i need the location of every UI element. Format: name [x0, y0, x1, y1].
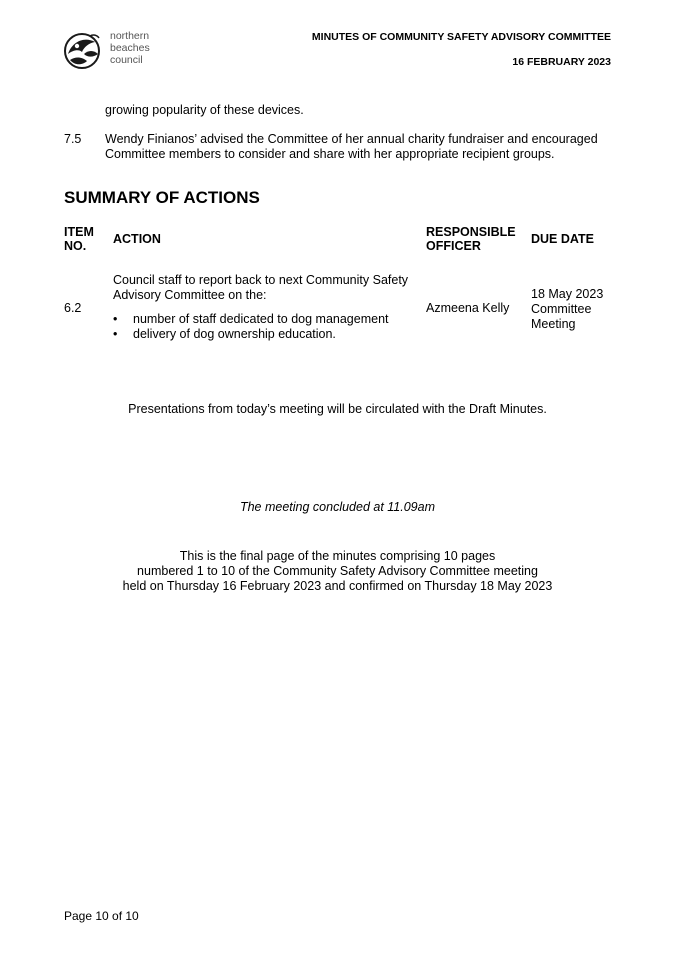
- item-number: 7.5: [64, 132, 82, 146]
- page-number: Page 10 of 10: [64, 909, 139, 923]
- council-logo: [62, 30, 102, 72]
- logo-line: beaches: [110, 42, 150, 54]
- statement-line: held on Thursday 16 February 2023 and confirmed on Thursday 18 May 2023: [122, 579, 553, 593]
- row-due-date: [531, 287, 603, 332]
- column-header-due-date: DUE DATE: [531, 232, 594, 246]
- bullet-item: • number of staff dedicated to dog management: [113, 312, 413, 327]
- logo-line: council: [110, 54, 143, 66]
- header-line: ITEM: [64, 225, 94, 239]
- logo-line: northern: [110, 30, 150, 42]
- row-responsible-officer: Azmeena Kelly: [426, 301, 510, 315]
- column-header-item-no: [64, 225, 94, 253]
- item-text: Wendy Finianos’ advised the Committee of her annual charity fundraiser and encouraged Committee members to consider and share with her appropriate recipient groups.: [105, 132, 598, 161]
- header-line: RESPONSIBLE: [426, 225, 516, 239]
- action-bullet-list: [113, 312, 413, 342]
- row-item-number: 6.2: [64, 301, 82, 315]
- section-heading: SUMMARY OF ACTIONS: [64, 188, 260, 207]
- header-line: NO.: [64, 239, 87, 253]
- action-line: Advisory Committee on the:: [113, 288, 267, 302]
- due-line: 18 May 2023: [531, 287, 604, 301]
- action-line: Council staff to report back to next Community Safety: [113, 273, 409, 287]
- header-line: OFFICER: [426, 239, 481, 253]
- column-header-responsible-officer: [426, 225, 516, 253]
- meeting-concluded: The meeting concluded at 11.09am: [239, 500, 436, 514]
- column-header-action: ACTION: [113, 232, 161, 246]
- due-line: Committee: [531, 302, 592, 316]
- presentations-note: Presentations from today’s meeting will be circulated with the Draft Minutes.: [128, 402, 547, 416]
- bullet-item: • delivery of dog ownership education.: [113, 327, 413, 342]
- document-date: 16 FEBRUARY 2023: [512, 56, 611, 68]
- continuation-text: growing popularity of these devices.: [105, 103, 304, 117]
- due-line: Meeting: [531, 317, 576, 331]
- final-page-statement: [0, 549, 675, 594]
- logo-wordmark: [110, 30, 150, 66]
- row-action: [113, 273, 413, 342]
- statement-line: This is the final page of the minutes comprising 10 pages: [179, 549, 496, 563]
- statement-line: numbered 1 to 10 of the Community Safety Advisory Committee meeting: [137, 564, 538, 578]
- document-title: MINUTES OF COMMUNITY SAFETY ADVISORY COMMITTEE: [311, 31, 611, 43]
